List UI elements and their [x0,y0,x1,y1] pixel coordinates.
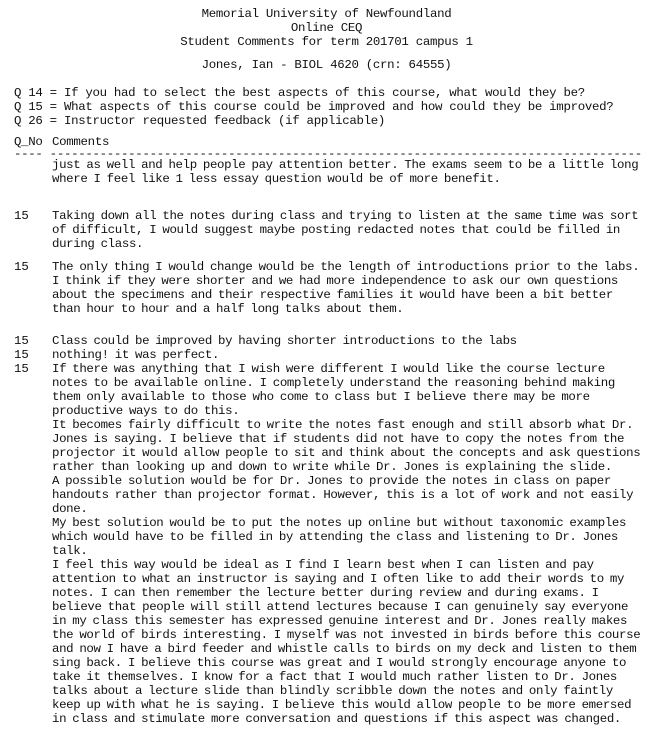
comment-paragraph: A possible solution would be for Dr. Jones to provide the notes in class on paper handouts rather than projector format. However, this is a lot of work and not easily done. [52,474,634,516]
comment-paragraph: If there was anything that I wish were different I would like the course lecture notes to be available online. I completely understand the reasoning behind making them only available to those who come to class but I believe there may be more productive ways to do this. [52,362,615,418]
comment-entry [52,334,642,348]
comment-qno: 15 [14,362,29,376]
header-divider: ---- ----------------------------------------------------------------------------------- [14,147,642,161]
question-15: Q 15 = What aspects of this course could be improved and how could they be improved? [14,100,614,114]
comment-entry [52,348,642,362]
question-14: Q 14 = If you had to select the best aspects of this course, what would they be? [14,86,585,100]
comment-paragraph: My best solution would be to put the notes up online but without taxonomic examples which would have to be filled in by attending the class and listening to Dr. Jones talk. [52,516,627,558]
comment-qno: 15 [14,348,29,362]
comment-qno: 15 [14,209,29,223]
comment-text: just as well and help people pay attention better. The exams seem to be a little long where I feel like 1 less essay question would be of more benefit. [52,158,639,186]
comment-qno: 15 [14,334,29,348]
comment-text: nothing! it was perfect. [52,348,220,362]
comment-entry [52,209,642,251]
comment-qno: 15 [14,260,29,274]
comment-text: Taking down all the notes during class and trying to listen at the same time was sort of difficult, I would suggest maybe posting redacted notes that could be filled in during class. [52,209,639,251]
comment-continuation [52,158,642,186]
column-header-comments: Comments [52,135,110,149]
comment-paragraph: I feel this way would be ideal as I find I learn best when I can listen and pay attention to what an instructor is saying and I often like to add their words to my notes. I can then remember the lecture better during review and during exams. I believe that people will still attend lectures because I can genuinely say everyone in my class this semester has expressed genuine interest and Dr. Jones really makes the world of birds interesting. I myself was not invested in birds before this course and now I have a bird feeder and whistle calls to birds on my deck and listen to them sing back. I believe this course was great and I would strongly encourage anyone to take it themselves. I know for a fact that I would much rather listen to Dr. Jones talks about a lecture slide than blindly scribble down the notes and only faintly keep up with what he is saying. I believe this would allow people to be more emersed in class and stimulate more conversation and questions if this aspect was changed. [52,558,641,726]
comment-text: Class could be improved by having shorter introductions to the labs [52,334,517,348]
report-subtitle: Online CEQ [290,21,363,35]
comment-entry [52,362,642,726]
question-26: Q 26 = Instructor requested feedback (if applicable) [14,114,386,128]
column-header-qno: Q_No [14,135,43,149]
course-line: Jones, Ian - BIOL 4620 (crn: 64555) [201,58,452,72]
comment-entry [52,260,642,316]
report-term-line: Student Comments for term 201701 campus 1 [180,35,473,49]
university-title: Memorial University of Newfoundland [201,7,452,21]
comment-text: The only thing I would change would be the length of introductions prior to the labs. I think if they were shorter and we had more independence to ask our own questions about the specimens and their respective families it would have been a bit better than hour to hour and a half long talks about them. [52,260,640,316]
comment-paragraph: It becomes fairly difficult to write the notes fast enough and still absorb what Dr. Jones is saying. I believe that if students did not have to copy the notes from the projector it would allow people to sit and think about the concepts and ask questions rather than looking up and down to write while Dr. Jones is explaining the slide. [52,418,641,474]
